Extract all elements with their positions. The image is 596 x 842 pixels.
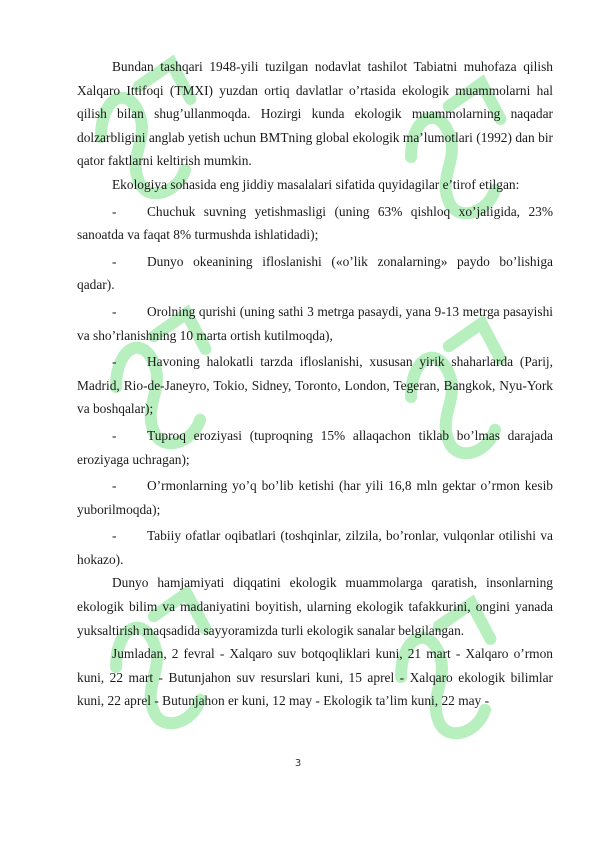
list-item-text: O’rmonlarning yo’q bo’lib ketishi (har yili 16,8 mln gektar o’rmon kesib yuborilmoqda);	[77, 478, 553, 517]
list-dash: -	[112, 528, 117, 544]
list-item-text: Chuchuk suvning yetishmasligi (uning 63% qishloq xo’jaligida, 23% sanoatda va faqat 8% turmushda ishlatidadi);	[77, 203, 553, 243]
list-item-text: Dunyo okeanining ifloslanishi («o’lik zonalarning» paydo bo’lishiga qadar).	[77, 253, 553, 293]
list-item	[77, 200, 553, 247]
list-dash: -	[112, 427, 117, 443]
list-item-text: Tuproq eroziyasi (tuproqning 15% allaqachon tiklab bo’lmas darajada eroziyaga uchragan);	[77, 427, 553, 467]
paragraph: Ekologiya sohasida eng jiddiy masalalari sifatida quyidagilar e’tirof etilgan:	[112, 176, 520, 192]
document-body	[77, 55, 553, 713]
paragraph: Jumladan, 2 fevral - Xalqaro suv botqoqliklari kuni, 21 mart - Xalqaro o’rmon kuni, 22 mart - Butunjahon suv resurslari kuni, 15 aprel - Xalqaro ekologik bilimlar kuni, 22 aprel - Butunjahon er kuni, 12 may - Ekologik ta’lim kuni, 22 may -	[77, 646, 553, 709]
paragraph: Dunyo hamjamiyati diqqatini ekologik muammolarga qaratish, insonlarning ekologik bilim va madaniyatini boyitish, ularning ekologik tafakkurini, ongini yanada yuksaltirish maqsadida sayyoramizda turli ekologik sanalar belgilangan.	[77, 575, 553, 638]
paragraph: Bundan tashqari 1948-yili tuzilgan nodavlat tashilot Tabiatni muhofaza qilish Xalqaro Ittifoqi (TMXI) yuzdan ortiq davlatlar o’rtasida ekologik muammolarni hal qilish bilan shug’ullanmoqda. Hozirgi kunda ekologik muammolarning naqadar dolzarbligini anglab yetish uchun BMTning global ekologik ma’lumotlari (1992) dan bir qator faktlarni keltirish mumkin.	[77, 59, 553, 169]
list-item-text: Havoning halokatli tarzda ifloslanishi, xususan yirik shaharlarda (Parij, Madrid, Rio-de-Janeyro, Tokio, Sidney, Toronto, London, Tegeran, Bangkok, Nyu-York va boshqalar);	[77, 354, 553, 417]
list-item	[77, 474, 553, 521]
page-number: 3	[294, 758, 302, 769]
list-dash: -	[112, 203, 117, 219]
list-item-text: Tabiiy ofatlar oqibatlari (toshqinlar, zilzila, bo’ronlar, vulqonlar otilishi va hokazo).	[77, 528, 553, 567]
list-dash: -	[112, 354, 117, 370]
list-dash: -	[112, 303, 117, 319]
list-item-text: Orolning qurishi (uning sathi 3 metrga pasaydi, yana 9-13 metrga pasayishi va sho’rlanishning 10 marta ortish kutilmoqda),	[77, 303, 553, 343]
list-item	[77, 350, 553, 421]
list-item	[77, 424, 553, 471]
list-item	[77, 300, 553, 347]
list-dash: -	[112, 253, 117, 269]
list-item	[77, 524, 553, 571]
list-dash: -	[112, 478, 117, 494]
list-item	[77, 250, 553, 297]
